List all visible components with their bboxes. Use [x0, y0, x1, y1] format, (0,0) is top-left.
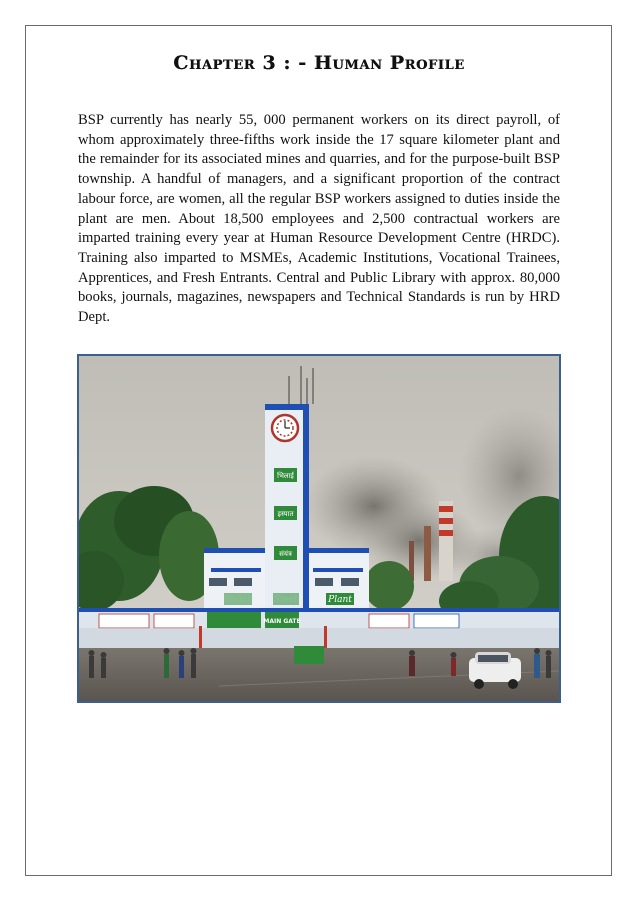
building-word-plant: Plant [328, 595, 352, 605]
building-left [204, 548, 269, 608]
tower-sign-3: संयंत्र [279, 550, 292, 558]
tower-sign-1: भिलाई [277, 472, 294, 480]
body-paragraph: BSP currently has nearly 55, 000 permanent workers on its direct payroll, of whom approximately three-fifths work inside the 17 square kilometer plant and the remainder for its associated mines and quarries, and for the purpose-built BSP township. A handful of managers, and a significant proportion of the contract labour force, are women, all the regular BSP workers assigned to duties inside the plant are men. About 18,500 employees and 2,500 contractual workers are imparted training every year at Human Resource Development Centre (HRDC). Training also imparted to MSMEs, Academic Institutions, Vocational Trainees, Apprentices, and Fresh Entrants. Central and Public Library with approx. 80,000 books, journals, magazines, newspapers and Technical Standards is run by HRD Dept. [78, 112, 560, 326]
tower-sign-2: इस्पात [277, 510, 294, 518]
clock-tower [265, 404, 309, 619]
chapter-title: Chapter 3 : - Human Profile [173, 52, 465, 74]
main-gate-sign: MAIN GATE [263, 618, 301, 625]
plant-gate-photo [77, 354, 561, 703]
